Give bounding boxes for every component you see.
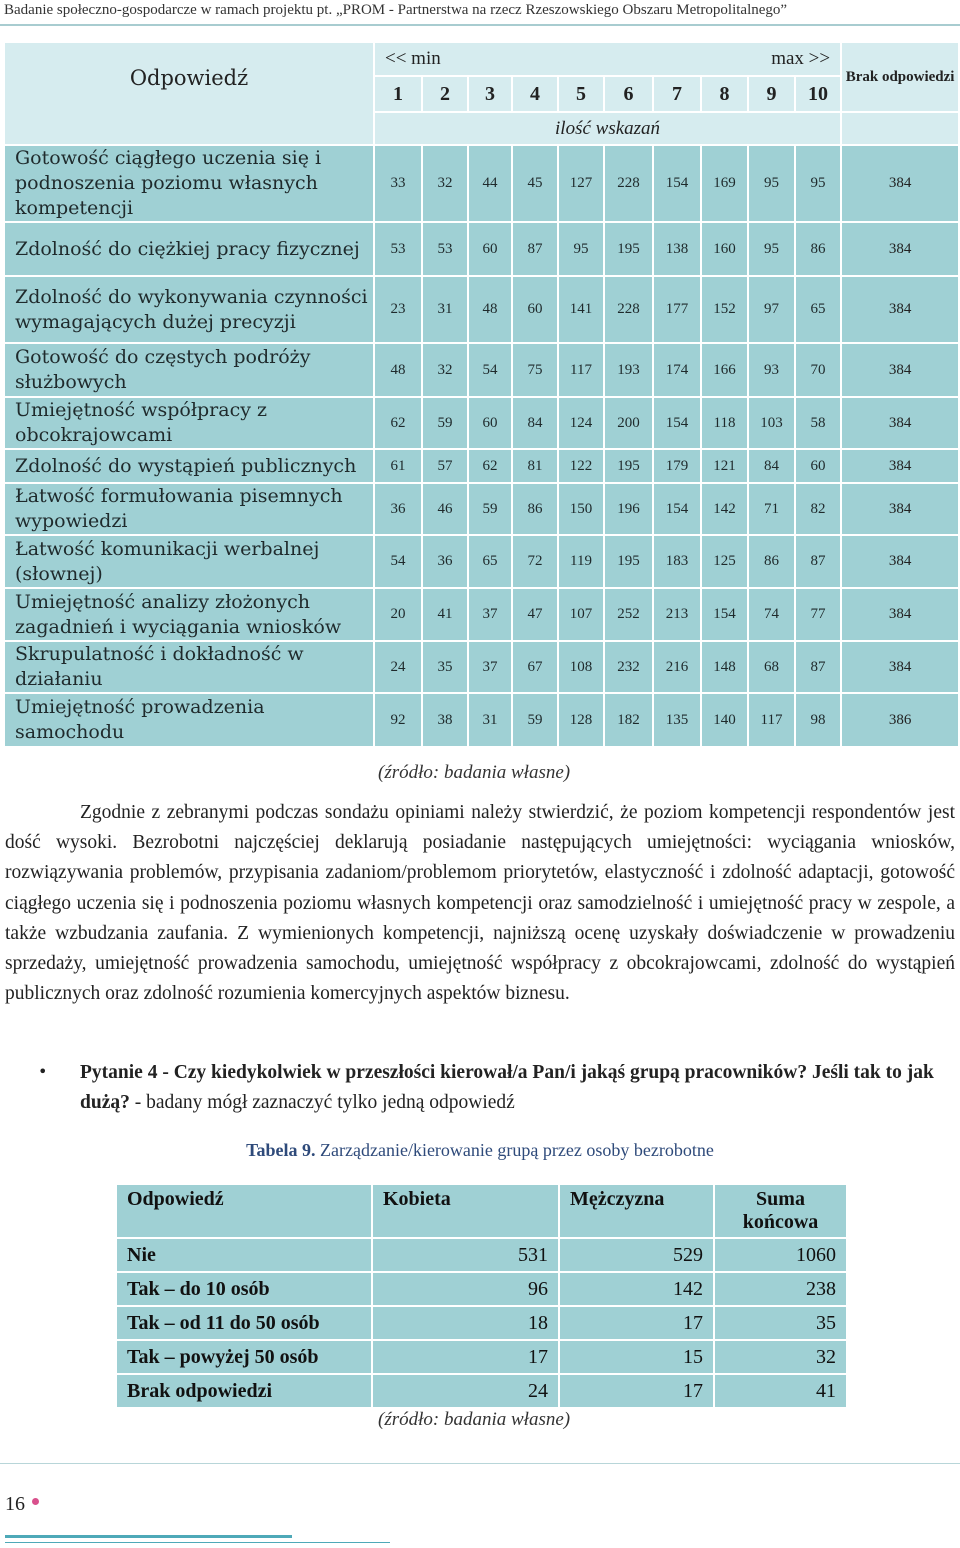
count-label: ilość wskazań	[374, 112, 841, 145]
value-cell: 95	[748, 145, 795, 222]
value-cell: 44	[468, 145, 512, 222]
table-row	[4, 276, 959, 343]
value-cell: 154	[653, 483, 701, 535]
brak-cell: 384	[841, 145, 959, 222]
value-cell: 24	[374, 641, 422, 693]
value-cell: 1060	[714, 1238, 847, 1272]
value-cell: 152	[701, 276, 748, 343]
value-cell: 195	[604, 449, 653, 483]
value-cell: 169	[701, 145, 748, 222]
value-cell: 108	[558, 641, 604, 693]
value-cell: 75	[512, 343, 558, 397]
value-cell: 37	[468, 588, 512, 641]
brak-cell: 384	[841, 397, 959, 449]
value-cell: 18	[372, 1306, 559, 1340]
value-cell: 35	[422, 641, 468, 693]
table-row	[116, 1238, 847, 1272]
value-cell: 213	[653, 588, 701, 641]
value-cell: 65	[795, 276, 841, 343]
value-cell: 53	[374, 222, 422, 276]
table-row	[4, 483, 959, 535]
value-cell: 71	[748, 483, 795, 535]
value-cell: 53	[422, 222, 468, 276]
brak-header-blank	[841, 112, 959, 145]
scale-cell: 9	[748, 76, 795, 112]
value-cell: 154	[653, 145, 701, 222]
scale-range-header	[374, 42, 841, 76]
value-cell: 74	[748, 588, 795, 641]
value-cell: 142	[559, 1272, 714, 1306]
value-cell: 97	[748, 276, 795, 343]
value-cell: 200	[604, 397, 653, 449]
value-cell: 84	[512, 397, 558, 449]
scale-cell: 4	[512, 76, 558, 112]
table9-source: (źródło: badania własne)	[378, 1409, 571, 1430]
value-cell: 128	[558, 693, 604, 747]
brak-cell: 384	[841, 222, 959, 276]
value-cell: 17	[559, 1306, 714, 1340]
question-note: - badany mógł zaznaczyć tylko jedną odpowiedź	[129, 1092, 515, 1113]
value-cell: 31	[422, 276, 468, 343]
row-label: Gotowość ciągłego uczenia się i podnoszenia poziomu własnych kompetencji	[4, 145, 374, 222]
value-cell: 60	[512, 276, 558, 343]
table-row	[116, 1272, 847, 1306]
value-cell: 61	[374, 449, 422, 483]
table-row	[4, 343, 959, 397]
scale-min-label: << min	[385, 48, 441, 69]
value-cell: 216	[653, 641, 701, 693]
row-label: Zdolność do ciężkiej pracy fizycznej	[4, 222, 374, 276]
value-cell: 20	[374, 588, 422, 641]
value-cell: 228	[604, 145, 653, 222]
value-cell: 177	[653, 276, 701, 343]
brak-cell: 384	[841, 588, 959, 641]
value-cell: 195	[604, 222, 653, 276]
table-row	[4, 449, 959, 483]
competence-ratings-table	[3, 41, 960, 748]
value-cell: 183	[653, 535, 701, 588]
table-row	[4, 145, 959, 222]
table-row	[4, 535, 959, 588]
row-label: Skrupulatność i dokładność w działaniu	[4, 641, 374, 693]
value-cell: 15	[559, 1340, 714, 1374]
value-cell: 37	[468, 641, 512, 693]
value-cell: 135	[653, 693, 701, 747]
value-cell: 38	[422, 693, 468, 747]
column-header: Kobieta	[372, 1184, 559, 1238]
row-label: Łatwość komunikacji werbalnej (słownej)	[4, 535, 374, 588]
value-cell: 86	[795, 222, 841, 276]
page-dot-icon	[32, 1498, 39, 1505]
value-cell: 54	[468, 343, 512, 397]
table-row	[4, 222, 959, 276]
value-cell: 121	[701, 449, 748, 483]
value-cell: 46	[422, 483, 468, 535]
row-label: Tak – do 10 osób	[116, 1272, 372, 1306]
table9-caption: Tabela 9. Zarządzanie/kierowanie grupą przez osoby bezrobotne	[246, 1140, 714, 1160]
value-cell: 228	[604, 276, 653, 343]
value-cell: 47	[512, 588, 558, 641]
value-cell: 252	[604, 588, 653, 641]
brak-cell: 384	[841, 641, 959, 693]
value-cell: 35	[714, 1306, 847, 1340]
brak-cell: 386	[841, 693, 959, 747]
value-cell: 62	[468, 449, 512, 483]
value-cell: 31	[468, 693, 512, 747]
value-cell: 122	[558, 449, 604, 483]
value-cell: 95	[558, 222, 604, 276]
answer-column-header: Odpowiedź	[4, 42, 374, 145]
value-cell: 41	[422, 588, 468, 641]
column-header: Odpowiedź	[116, 1184, 372, 1238]
scale-cell: 10	[795, 76, 841, 112]
question-4	[80, 1058, 958, 1118]
value-cell: 154	[653, 397, 701, 449]
value-cell: 58	[795, 397, 841, 449]
row-label: Umiejętność prowadzenia samochodu	[4, 693, 374, 747]
value-cell: 154	[701, 588, 748, 641]
value-cell: 65	[468, 535, 512, 588]
value-cell: 86	[512, 483, 558, 535]
row-label: Zdolność do wystąpień publicznych	[4, 449, 374, 483]
value-cell: 36	[374, 483, 422, 535]
value-cell: 182	[604, 693, 653, 747]
scale-cell: 6	[604, 76, 653, 112]
value-cell: 72	[512, 535, 558, 588]
value-cell: 60	[795, 449, 841, 483]
row-label: Umiejętność współpracy z obcokrajowcami	[4, 397, 374, 449]
question-bold: Pytanie 4 - Czy kiedykolwiek w przeszłości kierował/a Pan/i jakąś grupą pracowników? Jeśli tak to jak dużą?	[80, 1062, 934, 1113]
value-cell: 24	[372, 1374, 559, 1408]
value-cell: 86	[748, 535, 795, 588]
value-cell: 67	[512, 641, 558, 693]
value-cell: 41	[714, 1374, 847, 1408]
table-row	[4, 588, 959, 641]
table-row	[116, 1306, 847, 1340]
footer-rule	[0, 1463, 960, 1464]
value-cell: 124	[558, 397, 604, 449]
value-cell: 103	[748, 397, 795, 449]
value-cell: 70	[795, 343, 841, 397]
value-cell: 127	[558, 145, 604, 222]
scale-cell: 3	[468, 76, 512, 112]
value-cell: 98	[795, 693, 841, 747]
scale-cell: 8	[701, 76, 748, 112]
value-cell: 531	[372, 1238, 559, 1272]
brak-header: Brak odpowiedzi	[841, 42, 959, 112]
table8-source: (źródło: badania własne)	[378, 762, 571, 783]
value-cell: 84	[748, 449, 795, 483]
value-cell: 193	[604, 343, 653, 397]
footer-bar-thin	[5, 1542, 390, 1543]
value-cell: 238	[714, 1272, 847, 1306]
value-cell: 95	[748, 222, 795, 276]
value-cell: 68	[748, 641, 795, 693]
value-cell: 150	[558, 483, 604, 535]
value-cell: 195	[604, 535, 653, 588]
value-cell: 125	[701, 535, 748, 588]
value-cell: 32	[422, 145, 468, 222]
row-label: Gotowość do częstych podróży służbowych	[4, 343, 374, 397]
running-header: Badanie społeczno-gospodarcze w ramach projektu pt. „PROM - Partnerstwa na rzecz Rzeszowskiego Obszaru Metropolitalnego”	[0, 0, 960, 26]
value-cell: 117	[558, 343, 604, 397]
value-cell: 179	[653, 449, 701, 483]
value-cell: 92	[374, 693, 422, 747]
value-cell: 23	[374, 276, 422, 343]
table-row	[4, 397, 959, 449]
value-cell: 57	[422, 449, 468, 483]
value-cell: 59	[512, 693, 558, 747]
value-cell: 32	[422, 343, 468, 397]
value-cell: 174	[653, 343, 701, 397]
value-cell: 59	[422, 397, 468, 449]
body-paragraph: Zgodnie z zebranymi podczas sondażu opiniami należy stwierdzić, że poziom kompetencji respondentów jest dość wysoki. Bezrobotni najczęściej deklarują posiadanie następujących umiejętności: wyciągania wniosków, rozwiązywania problemów, przypisania zadaniom/problemom priorytetów, elastyczność i zdolność adaptacji, gotowość ciągłego uczenia się i podnoszenia poziomu własnych kompetencji oraz samodzielność i umiejętność pracy w zespole, a także wzbudzania zaufania. Z wymienionych kompetencji, najniższą ocenę uzyskały doświadczenie w prowadzeniu sprzedaży, umiejętność prowadzenia samochodu, umiejętność współpracy z obcokrajowcami, zdolność do wystąpień publicznych oraz zdolność rozumienia komercyjnych aspektów biznesu.	[5, 802, 955, 1005]
row-label: Tak – powyżej 50 osób	[116, 1340, 372, 1374]
value-cell: 148	[701, 641, 748, 693]
value-cell: 59	[468, 483, 512, 535]
value-cell: 45	[512, 145, 558, 222]
value-cell: 96	[372, 1272, 559, 1306]
value-cell: 95	[795, 145, 841, 222]
row-label: Brak odpowiedzi	[116, 1374, 372, 1408]
value-cell: 166	[701, 343, 748, 397]
brak-cell: 384	[841, 343, 959, 397]
value-cell: 17	[559, 1374, 714, 1408]
table-row	[4, 693, 959, 747]
value-cell: 87	[512, 222, 558, 276]
value-cell: 160	[701, 222, 748, 276]
table-row	[116, 1340, 847, 1374]
row-label: Zdolność do wykonywania czynności wymagających dużej precyzji	[4, 276, 374, 343]
value-cell: 196	[604, 483, 653, 535]
brak-cell: 384	[841, 535, 959, 588]
value-cell: 529	[559, 1238, 714, 1272]
table-row	[4, 641, 959, 693]
value-cell: 93	[748, 343, 795, 397]
row-label: Umiejętność analizy złożonych zagadnień i wyciągania wniosków	[4, 588, 374, 641]
value-cell: 81	[512, 449, 558, 483]
value-cell: 140	[701, 693, 748, 747]
value-cell: 32	[714, 1340, 847, 1374]
column-header: Mężczyzna	[559, 1184, 714, 1238]
value-cell: 60	[468, 222, 512, 276]
page-number: 16	[5, 1493, 25, 1515]
value-cell: 138	[653, 222, 701, 276]
scale-max-label: max >>	[771, 48, 831, 69]
value-cell: 77	[795, 588, 841, 641]
value-cell: 62	[374, 397, 422, 449]
table-row	[116, 1374, 847, 1408]
row-label: Nie	[116, 1238, 372, 1272]
value-cell: 118	[701, 397, 748, 449]
brak-cell: 384	[841, 449, 959, 483]
row-label: Łatwość formułowania pisemnych wypowiedzi	[4, 483, 374, 535]
scale-cell: 5	[558, 76, 604, 112]
value-cell: 107	[558, 588, 604, 641]
value-cell: 119	[558, 535, 604, 588]
brak-cell: 384	[841, 483, 959, 535]
scale-cell: 1	[374, 76, 422, 112]
value-cell: 87	[795, 535, 841, 588]
value-cell: 48	[374, 343, 422, 397]
value-cell: 54	[374, 535, 422, 588]
value-cell: 232	[604, 641, 653, 693]
value-cell: 87	[795, 641, 841, 693]
scale-cell: 7	[653, 76, 701, 112]
bullet-icon: •	[38, 1062, 48, 1081]
value-cell: 17	[372, 1340, 559, 1374]
value-cell: 36	[422, 535, 468, 588]
column-header: Suma końcowa	[714, 1184, 847, 1238]
value-cell: 60	[468, 397, 512, 449]
value-cell: 142	[701, 483, 748, 535]
brak-cell: 384	[841, 276, 959, 343]
value-cell: 33	[374, 145, 422, 222]
value-cell: 48	[468, 276, 512, 343]
footer-bar	[5, 1535, 292, 1538]
value-cell: 82	[795, 483, 841, 535]
value-cell: 141	[558, 276, 604, 343]
management-table	[115, 1183, 848, 1409]
row-label: Tak – od 11 do 50 osób	[116, 1306, 372, 1340]
scale-cell: 2	[422, 76, 468, 112]
value-cell: 117	[748, 693, 795, 747]
